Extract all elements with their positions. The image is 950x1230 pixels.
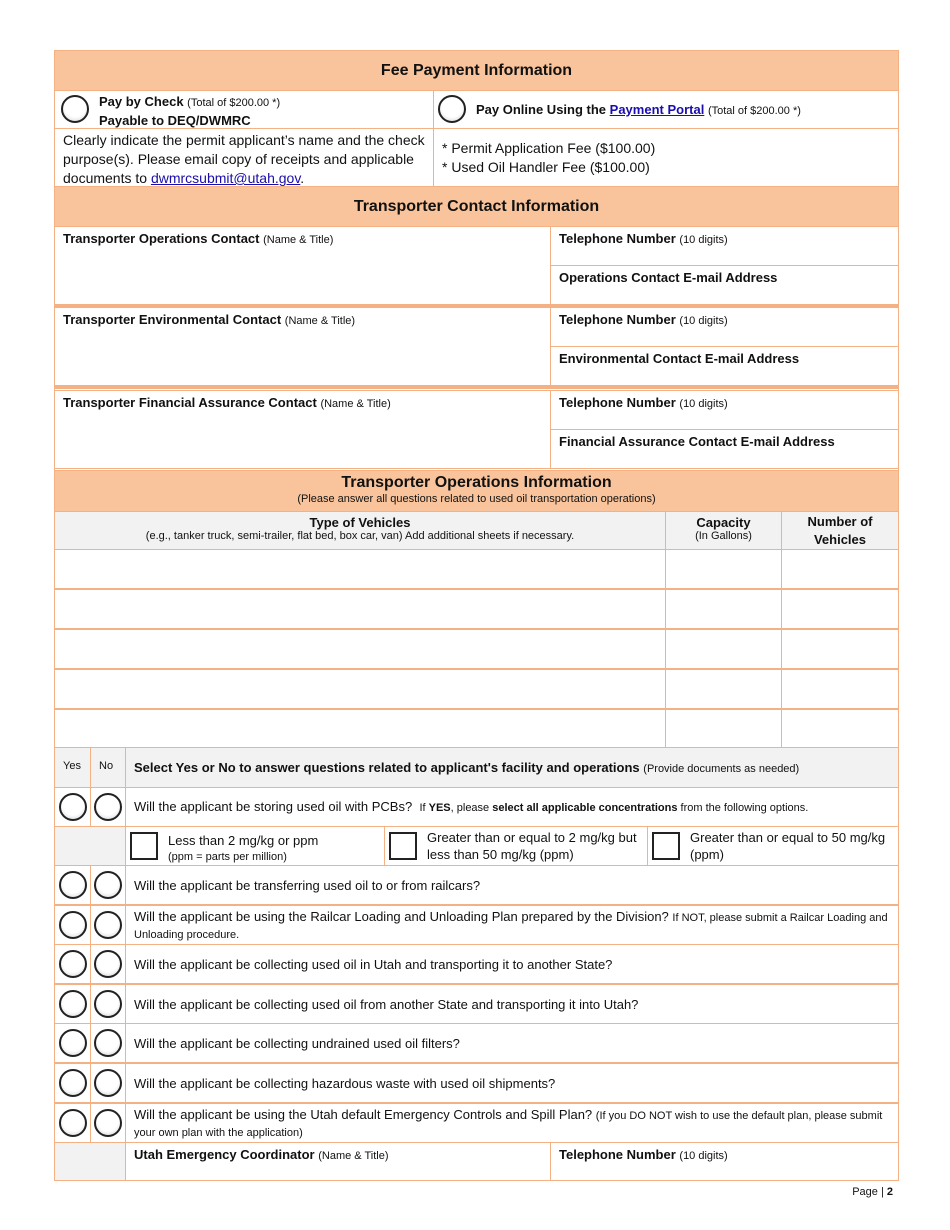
check-payable: Payable to DEQ/DWMRC [99, 113, 251, 128]
coordinator-note: (Name & Title) [318, 1150, 389, 1162]
no-radio[interactable] [94, 793, 122, 821]
contact-name-field[interactable] [54, 226, 551, 305]
vehicle-capacity-field[interactable] [665, 589, 782, 629]
no-radio[interactable] [94, 1069, 122, 1097]
vehicle-capacity-field[interactable] [665, 629, 782, 669]
coordinator-telephone-field[interactable] [550, 1142, 899, 1181]
yes-cell [54, 1103, 91, 1143]
coordinator-label: Utah Emergency Coordinator [134, 1147, 315, 1162]
question-text: Will the applicant be using the Utah default Emergency Controls and Spill Plan? [134, 1106, 593, 1122]
ops-section-title: Transporter Operations Information [341, 474, 612, 491]
question-text: Will the applicant be collecting undrained used oil filters? [134, 1036, 460, 1052]
yes-radio[interactable] [59, 1029, 87, 1057]
pcb-option-label: Less than 2 mg/kg or ppm [168, 833, 319, 848]
telephone-label: Telephone Number [559, 395, 676, 410]
question-text: Will the applicant be using the Railcar Loading and Unloading Plan prepared by the Division? [134, 908, 669, 924]
yes-cell [54, 944, 91, 984]
contact-label-note: (Name & Title) [284, 315, 356, 327]
telephone-field[interactable] [550, 307, 899, 347]
contact-label-note: (Name & Title) [263, 234, 334, 246]
no-cell [90, 944, 126, 984]
pcb-option[interactable] [384, 826, 648, 866]
contact-label: Transporter Environmental Contact [63, 312, 282, 327]
questions-header [125, 747, 899, 788]
q-note-bold: select all applicable concentrations [492, 802, 678, 814]
yes-cell [54, 1023, 91, 1063]
col-type-note: (e.g., tanker truck, semi-trailer, flat bed, box car, van) Add additional sheets if necessary. [145, 530, 575, 542]
telephone-label: Telephone Number [559, 1147, 676, 1162]
telephone-label: Telephone Number [559, 231, 676, 246]
fee-breakdown [433, 128, 899, 187]
page-number: 2 [886, 1186, 893, 1198]
q-note: from the following options. [680, 802, 809, 814]
q-note: If [419, 802, 426, 814]
vehicle-capacity-field[interactable] [665, 669, 782, 709]
check-instructions: Clearly indicate the permit applicant’s name and the check purpose(s). Please email copy of receipts and applicable documents to dwmrcsubmit@utah.gov. [54, 128, 434, 187]
no-radio[interactable] [94, 990, 122, 1018]
question-text: Will the applicant be storing used oil with PCBs? [134, 799, 413, 814]
no-cell [90, 905, 126, 945]
check-total: (Total of $200.00 *) [187, 97, 281, 109]
question-row [125, 1103, 899, 1143]
questions-header-note: (Provide documents as needed) [643, 763, 800, 775]
contact-label: Transporter Financial Assurance Contact [63, 395, 317, 410]
payment-portal-link[interactable]: Payment Portal [609, 102, 705, 117]
yes-cell [54, 905, 91, 945]
vehicle-capacity-field[interactable] [665, 549, 782, 589]
contact-section-title: Transporter Contact Information [54, 186, 899, 227]
contact-name-field[interactable] [54, 307, 551, 386]
contact-name-field[interactable] [54, 390, 551, 469]
col-number-header: Number of Vehicles [781, 511, 899, 550]
question-row [125, 905, 899, 945]
col-cap-note: (In Gallons) [695, 530, 752, 542]
ops-section-header [54, 470, 899, 512]
pay-by-check-radio[interactable] [61, 95, 89, 123]
question-pcb [125, 787, 899, 827]
yes-radio[interactable] [59, 871, 87, 899]
pcb-option[interactable] [125, 826, 385, 866]
yes-cell [54, 865, 91, 905]
pcb-spacer [54, 826, 126, 866]
yes-radio[interactable] [59, 950, 87, 978]
question-text: Will the applicant be transferring used oil to or from railcars? [134, 878, 481, 893]
yes-radio[interactable] [59, 793, 87, 821]
col-type-header [54, 511, 666, 550]
pcb-checkbox[interactable] [130, 832, 158, 860]
no-cell [90, 984, 126, 1024]
question-row [125, 944, 899, 984]
check-label: Pay by Check [99, 94, 184, 109]
yes-header: Yes [54, 747, 91, 788]
fee-section-title: Fee Payment Information [54, 50, 899, 91]
vehicle-capacity-field[interactable] [665, 709, 782, 749]
question-row [125, 865, 899, 905]
yes-cell [54, 1063, 91, 1103]
telephone-field[interactable] [550, 226, 899, 266]
question-text: Will the applicant be collecting hazardous waste with used oil shipments? [134, 1076, 556, 1091]
contact-label: Transporter Operations Contact [63, 231, 260, 246]
email-field[interactable]: Financial Assurance Contact E-mail Address [550, 429, 899, 469]
q-note-yes: YES [428, 802, 451, 814]
online-total: (Total of $200.00 *) [707, 105, 801, 117]
question-row [125, 1063, 899, 1103]
no-radio[interactable] [94, 950, 122, 978]
col-type-label: Type of Vehicles [309, 515, 411, 530]
pay-online-option[interactable] [433, 90, 899, 129]
question-note: (If you DO NOT wish to use the default plan, please submit your own plan with the application) [134, 1109, 883, 1139]
vehicle-type-field[interactable] [54, 709, 666, 749]
no-radio[interactable] [94, 1109, 122, 1137]
no-cell [90, 1023, 126, 1063]
yes-radio[interactable] [59, 990, 87, 1018]
no-header: No [90, 747, 126, 788]
pcb-option[interactable] [647, 826, 899, 866]
fee-item: * Used Oil Handler Fee ($100.00) [442, 159, 650, 175]
pcb-checkbox[interactable] [389, 832, 417, 860]
yes-cell [54, 787, 91, 827]
email-link[interactable]: dwmrcsubmit@utah.gov [150, 170, 301, 186]
contact-label-note: (Name & Title) [320, 398, 391, 410]
pcb-checkbox[interactable] [652, 832, 680, 860]
no-cell [90, 1063, 126, 1103]
vehicle-type-field[interactable] [54, 629, 666, 669]
no-cell [90, 787, 126, 827]
col-capacity-header [665, 511, 782, 550]
pay-by-check-option[interactable] [54, 90, 434, 129]
vehicle-type-field[interactable] [54, 549, 666, 589]
vehicle-count-field[interactable] [781, 669, 899, 709]
question-note: If NOT, please submit a Railcar Loading and Unloading procedure. [134, 911, 888, 941]
vehicle-count-field[interactable] [781, 629, 899, 669]
coordinator-spacer [54, 1142, 126, 1181]
page-label: Page | [852, 1186, 884, 1198]
yes-radio[interactable] [59, 1109, 87, 1137]
questions-header-text: Select Yes or No to answer questions related to applicant's facility and operations [134, 760, 640, 775]
no-cell [90, 1103, 126, 1143]
online-label: Pay Online Using the [476, 102, 607, 117]
instructions-text: Clearly indicate the permit applicant’s name and the check purpose(s). Please email copy of receipts and applicable documents to [63, 132, 425, 186]
vehicle-count-field[interactable] [781, 589, 899, 629]
pay-online-radio[interactable] [438, 95, 466, 123]
yes-radio[interactable] [59, 1069, 87, 1097]
yes-radio[interactable] [59, 911, 87, 939]
telephone-field[interactable] [550, 390, 899, 430]
vehicle-type-field[interactable] [54, 669, 666, 709]
section-separator [54, 386, 899, 389]
question-row [125, 1023, 899, 1063]
vehicle-count-field[interactable] [781, 549, 899, 589]
no-radio[interactable] [94, 1029, 122, 1057]
telephone-note: (10 digits) [679, 315, 728, 327]
question-text: Will the applicant be collecting used oil from another State and transporting it into Utah? [134, 996, 639, 1012]
yes-cell [54, 984, 91, 1024]
telephone-note: (10 digits) [679, 1150, 728, 1162]
question-text: Will the applicant be collecting used oil in Utah and transporting it to another State? [134, 957, 613, 973]
coordinator-field[interactable] [125, 1142, 551, 1181]
email-field[interactable]: Operations Contact E-mail Address [550, 265, 899, 305]
no-radio[interactable] [94, 871, 122, 899]
pcb-option-note: (ppm = parts per million) [168, 851, 287, 863]
ops-subtitle: (Please answer all questions related to used oil transportation operations) [297, 493, 656, 505]
pcb-option-label: Greater than or equal to 2 mg/kg but less than 50 mg/kg (ppm) [427, 830, 637, 862]
q-note: , please [450, 802, 490, 814]
email-field[interactable]: Environmental Contact E-mail Address [550, 346, 899, 386]
no-radio[interactable] [94, 911, 122, 939]
vehicle-count-field[interactable] [781, 709, 899, 749]
no-cell [90, 865, 126, 905]
telephone-label: Telephone Number [559, 312, 676, 327]
telephone-note: (10 digits) [679, 398, 728, 410]
col-cap-label: Capacity [696, 515, 751, 530]
fee-item: * Permit Application Fee ($100.00) [442, 140, 656, 156]
vehicle-type-field[interactable] [54, 589, 666, 629]
pcb-option-label: Greater than or equal to 50 mg/kg (ppm) [690, 830, 886, 862]
page-footer [852, 1186, 893, 1198]
telephone-note: (10 digits) [679, 234, 728, 246]
question-row [125, 984, 899, 1024]
